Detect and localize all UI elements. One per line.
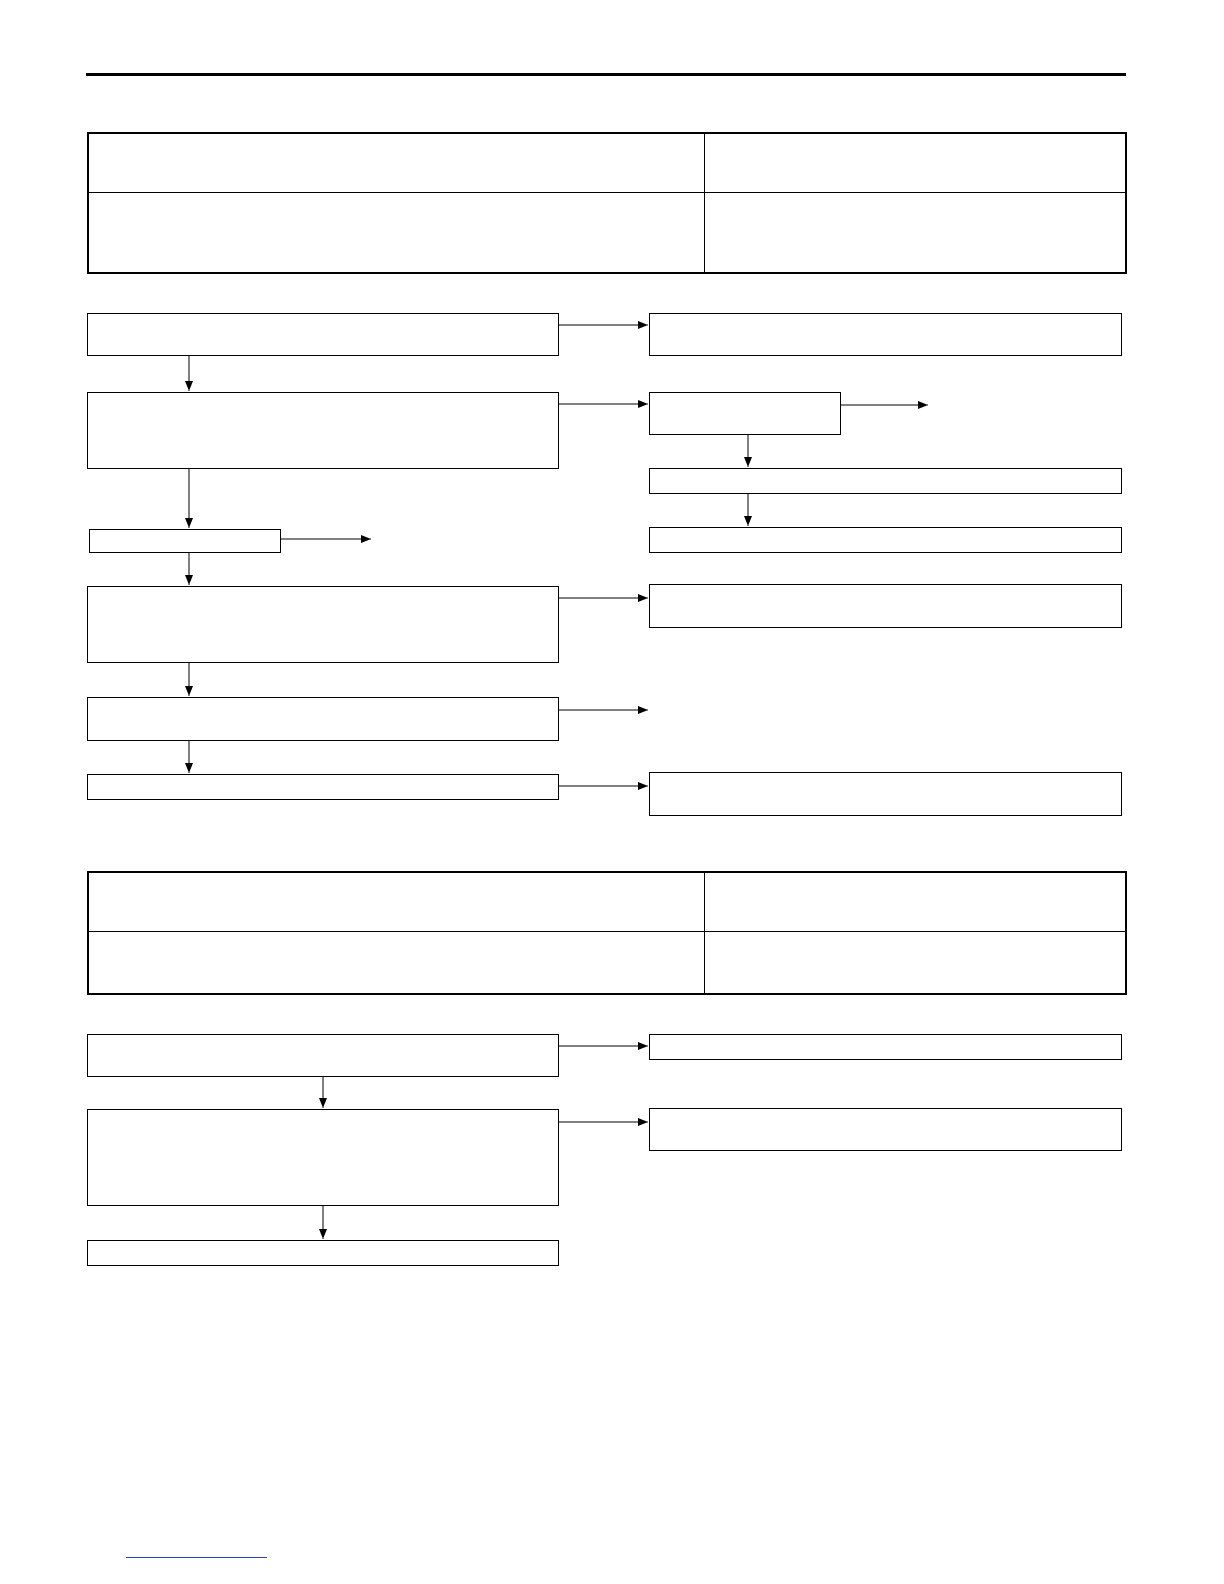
footer-link[interactable]	[126, 1556, 267, 1558]
